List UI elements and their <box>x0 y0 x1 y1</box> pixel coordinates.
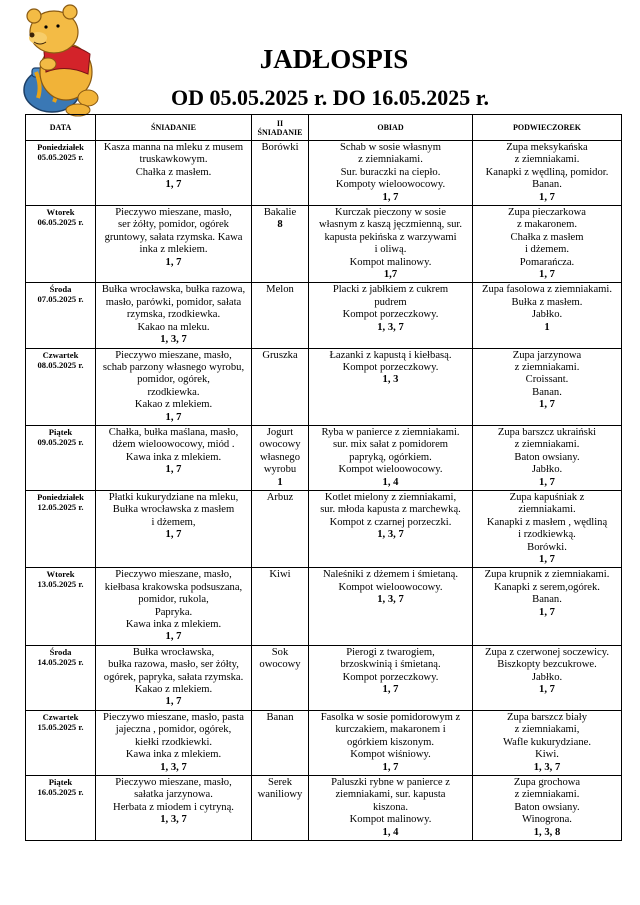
breakfast-cell <box>96 490 252 567</box>
day-cell <box>26 645 96 710</box>
menu-line: Pomarańcza. <box>519 256 575 268</box>
menu-line: inka z mlekiem. <box>139 244 208 256</box>
weekday-label: Środa <box>49 646 72 657</box>
menu-line: i rzodkiewką. <box>518 529 576 541</box>
menu-line: Zupa fasolowa z ziemniakami. <box>481 284 613 296</box>
menu-line: Bułka wrocławska, bułka razowa, <box>101 284 246 296</box>
allergen-codes: 1, 3, 7 <box>533 761 561 773</box>
lunch-cell <box>309 283 473 348</box>
day-cell <box>26 710 96 775</box>
menu-line: Kakao na mleku. <box>137 321 210 333</box>
menu-line: pomidor, rukola, <box>138 594 209 606</box>
allergen-codes: 1, 3, 7 <box>377 529 404 541</box>
menu-line: jajeczna , pomidor, ogórek, <box>115 724 232 736</box>
allergen-codes: 1, 3, 7 <box>377 594 404 606</box>
weekday-label: Wtorek <box>46 569 75 580</box>
menu-line: Kompot malinowy. <box>349 814 432 826</box>
lunch-cell <box>309 568 473 645</box>
menu-line: pudrem <box>374 296 407 308</box>
menu-line: Zupa meksykańska <box>506 142 588 153</box>
menu-line: Pieczywo mieszane, masło, <box>115 349 232 361</box>
allergen-codes: 1, 7 <box>165 179 182 191</box>
menu-line: Kompot wieloowocowy. <box>338 581 443 593</box>
allergen-codes: 1, 7 <box>539 476 555 488</box>
menu-line: Jabłko. <box>531 671 563 683</box>
weekday-label: Czwartek <box>42 711 79 722</box>
menu-line: Pieczywo mieszane, masło, <box>115 207 232 219</box>
lunch-cell <box>309 645 473 710</box>
allergen-codes: 1, 3, 8 <box>533 826 561 838</box>
menu-line: Kanapki z masłem , wędliną <box>486 516 608 528</box>
menu-line: Zupa barszcz ukraiński <box>497 426 597 438</box>
menu-line: Sok <box>271 646 289 658</box>
menu-line: Bułka z masłem. <box>511 296 583 308</box>
menu-line: Kompot porzeczkowy. <box>342 309 439 321</box>
menu-line: Zupa pieczarkowa <box>508 207 586 219</box>
day-cell <box>26 283 96 348</box>
table-row <box>26 710 622 775</box>
menu-line: z ziemniakami. <box>514 439 580 451</box>
menu-line: Kompot z czarnej porzeczki. <box>329 516 452 528</box>
menu-line: Chałka z masłem <box>510 231 584 243</box>
menu-line: Zupa grochowa <box>513 776 581 788</box>
allergen-codes: 1, 7 <box>539 606 555 618</box>
menu-line: kiszona. <box>372 801 408 813</box>
allergen-codes: 1, 7 <box>165 411 182 423</box>
menu-line: Borówki <box>261 142 299 153</box>
menu-line: Banan. <box>532 386 562 398</box>
menu-line: i dżemem, <box>151 516 196 528</box>
second-breakfast-cell <box>252 645 309 710</box>
menu-line: z ziemniakami. <box>358 154 423 166</box>
allergen-codes: 8 <box>277 219 283 231</box>
date-label: 07.05.2025 r. <box>37 294 84 305</box>
menu-line: masło, parówki, pomidor, sałata <box>105 296 242 308</box>
menu-line: z makaronem. <box>516 219 577 231</box>
menu-line: Pieczywo mieszane, masło, pasta <box>103 711 244 723</box>
menu-line: ziemniakami. <box>518 504 576 516</box>
table-row <box>26 425 622 490</box>
menu-line: kiełki rzodkiewki. <box>134 736 213 748</box>
breakfast-cell <box>96 645 252 710</box>
afternoon-snack-cell <box>473 568 622 645</box>
menu-line: Paluszki rybne w panierce z <box>331 776 450 788</box>
day-cell <box>26 348 96 425</box>
allergen-codes: 1, 3, 7 <box>377 321 404 333</box>
menu-line: pomidor, ogórek, <box>137 374 210 386</box>
second-breakfast-cell <box>252 206 309 283</box>
second-breakfast-cell <box>252 490 309 567</box>
menu-line: Kotlet mielony z ziemniakami, <box>324 491 457 503</box>
second-breakfast-cell <box>252 141 309 206</box>
menu-line: Kompot porzeczkowy. <box>342 671 439 683</box>
allergen-codes: 1, 7 <box>539 554 555 565</box>
menu-line: Pieczywo mieszane, masło, <box>115 569 232 581</box>
allergen-codes: 1, 7 <box>165 529 182 541</box>
weekday-label: Poniedziałek <box>37 491 84 502</box>
afternoon-snack-cell <box>473 645 622 710</box>
menu-line: Croissant. <box>525 374 569 386</box>
menu-line: Herbata z miodem i cytryną. <box>113 801 234 813</box>
table-row <box>26 283 622 348</box>
date-label: 06.05.2025 r. <box>37 217 84 228</box>
allergen-codes: 1, 4 <box>382 476 399 488</box>
menu-line: Kakao z mlekiem. <box>134 684 213 696</box>
lunch-cell <box>309 425 473 490</box>
date-range-subtitle: OD 05.05.2025 r. DO 16.05.2025 r. <box>171 85 489 110</box>
menu-line: i dżemem. <box>524 244 570 256</box>
menu-line: Jogurt <box>266 426 294 438</box>
menu-line: Papryka. <box>154 606 193 618</box>
menu-line: Zupa krupnik z ziemniakami. <box>484 569 610 581</box>
afternoon-snack-cell <box>473 283 622 348</box>
menu-line: Kompot malinowy. <box>349 256 432 268</box>
menu-line: Jabłko. <box>531 309 563 321</box>
date-label: 15.05.2025 r. <box>37 721 84 732</box>
date-label: 12.05.2025 r. <box>37 501 84 512</box>
menu-line: Kakao z mlekiem. <box>134 399 213 411</box>
second-breakfast-cell <box>252 568 309 645</box>
table-row <box>26 645 622 710</box>
lunch-cell <box>309 490 473 567</box>
allergen-codes: 1, 7 <box>539 269 555 281</box>
lunch-cell <box>309 206 473 283</box>
menu-line: Jabłko. <box>531 464 563 476</box>
menu-line: własnego <box>259 451 300 463</box>
menu-line: schab parzony własnego wyrobu, <box>102 361 245 373</box>
menu-line: sur. młoda kapusta z marchewką. <box>320 504 461 516</box>
menu-line: owocowy <box>259 659 301 671</box>
menu-line: Kompot wiśniowy. <box>350 749 431 761</box>
menu-line: bułka razowa, masło, ser żółty, <box>108 659 239 671</box>
allergen-codes: 1, 7 <box>165 256 182 268</box>
menu-line: własnym z kaszą jęczmienną, sur. <box>319 219 462 231</box>
breakfast-cell <box>96 568 252 645</box>
second-breakfast-cell <box>252 283 309 348</box>
date-label: 16.05.2025 r. <box>37 786 84 797</box>
lunch-cell <box>309 141 473 206</box>
menu-line: ogórek, papryka, sałata rzymska. <box>103 671 244 683</box>
menu-line: Banan <box>266 711 294 723</box>
menu-line: sałatka jarzynowa. <box>134 789 213 801</box>
menu-line: Kanapki z wędliną, pomidor. <box>485 166 609 178</box>
day-cell <box>26 206 96 283</box>
weekday-label: Czwartek <box>42 349 79 360</box>
menu-line: Kawa inka z mlekiem. <box>125 749 222 761</box>
menu-line: kiełbasa krakowska podsuszana, <box>104 581 243 593</box>
allergen-codes: 1, 7 <box>382 761 399 773</box>
menu-line: Placki z jabłkiem z cukrem <box>332 284 449 296</box>
date-label: 14.05.2025 r. <box>37 656 84 667</box>
day-cell <box>26 775 96 840</box>
menu-line: Winogrona. <box>522 814 572 826</box>
column-header-lunch: OBIAD <box>309 115 473 141</box>
second-breakfast-cell <box>252 348 309 425</box>
weekday-label: Wtorek <box>46 207 75 218</box>
allergen-codes: 1, 3, 7 <box>160 334 187 346</box>
menu-line: Płatki kukurydziane na mleku, <box>108 491 239 503</box>
table-row <box>26 775 622 840</box>
menu-line: wyrobu <box>263 464 297 476</box>
weekday-label: Środa <box>49 284 72 295</box>
menu-line: Melon <box>266 284 294 296</box>
menu-line: kapusta pekińska z warzywami <box>324 231 457 243</box>
lunch-cell <box>309 348 473 425</box>
menu-line: Bułka wrocławska, <box>132 646 215 658</box>
menu-line: Banan. <box>532 179 562 191</box>
afternoon-snack-cell <box>473 425 622 490</box>
menu-line: z ziemniakami. <box>514 361 580 373</box>
menu-line: truskawkowym. <box>139 154 208 166</box>
allergen-codes: 1, 7 <box>165 696 182 708</box>
lunch-cell <box>309 710 473 775</box>
day-cell <box>26 568 96 645</box>
menu-line: Gruszka <box>262 349 298 361</box>
table-header-row <box>26 115 622 141</box>
afternoon-snack-cell <box>473 490 622 567</box>
allergen-codes: 1, 7 <box>539 399 555 411</box>
afternoon-snack-cell <box>473 206 622 283</box>
second-breakfast-cell <box>252 425 309 490</box>
menu-line: ogórkiem kiszonym. <box>346 736 435 748</box>
menu-line: Chałka, bułka maślana, masło, <box>108 426 239 438</box>
day-cell <box>26 490 96 567</box>
menu-line: Borówki. <box>527 541 567 553</box>
breakfast-cell <box>96 348 252 425</box>
menu-table <box>25 114 622 841</box>
menu-line: Bułka wrocławska z masłem <box>112 504 235 516</box>
menu-line: Kasza manna na mleku z musem <box>103 142 244 153</box>
menu-line: ziemniakami, sur. kapusta <box>335 789 446 801</box>
breakfast-cell <box>96 710 252 775</box>
allergen-codes: 1, 4 <box>382 826 399 838</box>
menu-line: Łazanki z kapustą i kiełbasą. <box>329 349 452 361</box>
date-label: 05.05.2025 r. <box>37 152 84 162</box>
column-header-breakfast: ŚNIADANIE <box>96 115 252 141</box>
table-row <box>26 141 622 206</box>
second-breakfast-cell <box>252 775 309 840</box>
column-header-date: DATA <box>26 115 96 141</box>
menu-line: Baton owsiany. <box>514 451 580 463</box>
menu-line: z ziemniakami. <box>514 154 580 166</box>
menu-line: Zupa z czerwonej soczewicy. <box>484 646 610 658</box>
allergen-codes: 1, 3, 7 <box>160 814 187 826</box>
allergen-codes: 1, 3, 7 <box>160 761 187 773</box>
table-row <box>26 568 622 645</box>
second-breakfast-cell <box>252 710 309 775</box>
menu-line: dżem wieloowocowy, miód . <box>112 439 235 451</box>
menu-line: Fasolka w sosie pomidorowym z <box>320 711 461 723</box>
allergen-codes: 1, 7 <box>382 684 399 696</box>
allergen-codes: 1, 7 <box>539 191 555 203</box>
breakfast-cell <box>96 206 252 283</box>
date-label: 09.05.2025 r. <box>37 436 84 447</box>
menu-line: Bakalie <box>263 207 297 219</box>
menu-line: Kiwi <box>269 569 291 581</box>
menu-line: waniliowy <box>257 789 303 801</box>
weekday-label: Piątek <box>48 776 73 787</box>
menu-line: Kiwi. <box>535 749 559 761</box>
date-label: 08.05.2025 r. <box>37 359 84 370</box>
afternoon-snack-cell <box>473 348 622 425</box>
menu-line: Kawa inka z mlekiem. <box>125 619 222 631</box>
column-header-afternoon-snack: PODWIECZOREK <box>473 115 622 141</box>
afternoon-snack-cell <box>473 141 622 206</box>
menu-line: z ziemniakami. <box>514 789 580 801</box>
menu-line: papryką, ogórkiem. <box>349 451 432 463</box>
allergen-codes: 1, 7 <box>382 191 399 203</box>
menu-line: rzodkiewka. <box>147 386 200 398</box>
menu-line: Baton owsiany. <box>514 801 580 813</box>
table-row <box>26 348 622 425</box>
menu-line: kurczakiem, makaronem i <box>335 724 446 736</box>
menu-line: Biszkopty bezcukrowe. <box>497 659 597 671</box>
afternoon-snack-cell <box>473 710 622 775</box>
date-label: 13.05.2025 r. <box>37 579 84 590</box>
menu-line: Wafle kukurydziane. <box>503 736 591 748</box>
menu-line: Kompot porzeczkowy. <box>342 361 439 373</box>
menu-line: Schab w sosie własnym <box>340 142 441 153</box>
menu-line: rzymska, rzodkiewka. <box>126 309 221 321</box>
menu-line: i oliwą. <box>374 244 407 256</box>
menu-line: Zupa jarzynowa <box>512 349 582 361</box>
menu-line: Zupa barszcz biały <box>506 711 587 723</box>
allergen-codes: 1 <box>544 321 550 333</box>
lunch-cell <box>309 775 473 840</box>
allergen-codes: 1, 7 <box>165 464 182 476</box>
menu-line: brzoskwinią i śmietaną. <box>340 659 441 671</box>
table-row <box>26 490 622 567</box>
afternoon-snack-cell <box>473 775 622 840</box>
menu-line: Serek <box>267 776 293 788</box>
menu-line: Ryba w panierce z ziemniakami. <box>321 426 460 438</box>
menu-line: gruntowy, sałata rzymska. Kawa <box>104 231 243 243</box>
menu-line: owocowy <box>259 439 301 451</box>
allergen-codes: 1,7 <box>383 269 398 281</box>
menu-line: Banan. <box>532 594 562 606</box>
menu-line: Kurczak pieczony w sosie <box>335 207 446 219</box>
page-title: JADŁOSPIS <box>259 44 409 74</box>
menu-line: Chałka z masłem. <box>135 166 212 178</box>
menu-line: Arbuz <box>266 491 294 503</box>
menu-line: sur. mix sałat z pomidorem <box>332 439 449 451</box>
breakfast-cell <box>96 425 252 490</box>
breakfast-cell <box>96 283 252 348</box>
table-row <box>26 206 622 283</box>
weekday-label: Poniedziałek <box>37 142 84 152</box>
menu-line: Kanapki z serem,ogórek. <box>494 581 600 593</box>
menu-line: z ziemniakami, <box>514 724 580 736</box>
day-cell <box>26 425 96 490</box>
menu-line: Pieczywo mieszane, masło, <box>115 776 232 788</box>
menu-line: Naleśniki z dżemem i śmietaną. <box>322 569 459 581</box>
menu-line: Sur. buraczki na ciepło. <box>340 166 441 178</box>
menu-line: Kompot wieloowocowy. <box>338 464 443 476</box>
breakfast-cell <box>96 775 252 840</box>
allergen-codes: 1, 7 <box>539 684 555 696</box>
menu-line: Zupa kapuśniak z <box>509 491 585 503</box>
menu-table-body <box>26 141 622 841</box>
allergen-codes: 1, 3 <box>382 374 399 386</box>
breakfast-cell <box>96 141 252 206</box>
column-header-second-breakfast: II ŚNIADANIE <box>252 115 309 141</box>
allergen-codes: 1 <box>277 476 283 488</box>
menu-line: Kawa inka z mlekiem. <box>125 451 222 463</box>
allergen-codes: 1, 7 <box>165 631 182 643</box>
menu-line: Pierogi z twarogiem, <box>346 646 435 658</box>
day-cell <box>26 141 96 206</box>
menu-line: ser żółty, pomidor, ogórek <box>118 219 229 231</box>
weekday-label: Piątek <box>48 426 73 437</box>
menu-line: Kompoty wieloowocowy. <box>335 179 446 191</box>
